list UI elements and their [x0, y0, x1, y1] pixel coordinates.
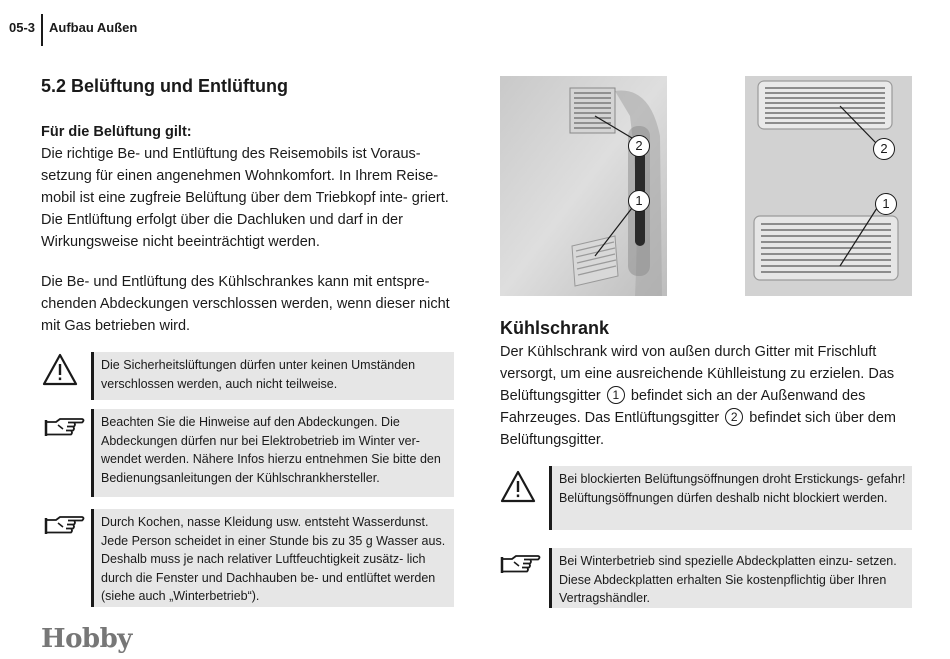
header-divider: [41, 14, 43, 46]
pointing-hand-icon: [44, 514, 86, 541]
section-title: 5.2 Belüftung und Entlüftung: [41, 76, 288, 96]
hobby-logo: Hobby: [41, 624, 132, 654]
reference-2: 2: [725, 408, 743, 426]
hint-note-water-vapour: Durch Kochen, nasse Kleidung usw. entsteht Wasserdunst. Jede Person scheidet in einer Stunde bis zu 35 g Wasser aus. Deshalb muss je nach relativer Luftfeuchtigkeit zusätz- lich durch die Fenster und Dachhauben be- und entlüftet werden (siehe auch „Winterbetrieb“).: [91, 509, 454, 607]
callout-2: 2: [628, 135, 650, 157]
hint-note-covers: Beachten Sie die Hinweise auf den Abdeckungen. Die Abdeckungen dürfen nur bei Elektrobetrieb im Winter ver- wendet werden. Nähere Infos hierzu entnehmen Sie bitte den Bedienungsanleitungen der Kühlschrankhersteller.: [91, 409, 454, 497]
ventilation-paragraph-2: Die Be- und Entlüftung des Kühlschrankes kann mit entspre- chenden Abdeckungen verschlossen werden, wenn dieser nicht mit Gas betrieben wird.: [41, 274, 450, 334]
pointing-hand-icon: [500, 553, 542, 580]
fridge-text-1: Der Kühlschrank wird von außen durch Gitter mit Frischluft versorgt, um eine ausreichende Kühlleistung zu erzielen. Das Belüftungsgitter: [500, 344, 895, 404]
warning-icon: [42, 353, 78, 392]
fridge-text-3: befindet sich über dem Belüftungsgitter.: [500, 410, 896, 448]
ventilation-paragraph-1: Die richtige Be- und Entlüftung des Reisemobils ist Voraus- setzung für einen angenehmen Wohnkomfort. In Ihrem Reise- mobil ist eine zugfreie Belüftung über dem Triebkopf inte- griert. Die Entlüftung erfolgt über die Dachluken und darf in der Wirkungsweise nicht beeinträchtigt werden.: [41, 146, 449, 250]
fridge-heading: Kühlschrank: [500, 318, 610, 338]
photo-fridge-grilles: [745, 76, 912, 296]
warning-note-suffocation: Bei blockierten Belüftungsöffnungen droht Erstickungs- gefahr! Belüftungsöffnungen dürfen deshalb nicht blockiert werden.: [549, 466, 912, 530]
fridge-paragraph: [500, 341, 920, 451]
hint-note-winter-covers: Bei Winterbetrieb sind spezielle Abdeckplatten einzu- setzen. Diese Abdeckplatten erhalten Sie kostenpflichtig über Ihren Vertragshändler.: [549, 548, 912, 608]
page-number: 05-3: [9, 20, 36, 35]
pointing-hand-icon: [44, 416, 86, 443]
warning-note-safety-vents: Die Sicherheitslüftungen dürfen unter keinen Umständen verschlossen werden, auch nicht teilweise.: [91, 352, 454, 400]
callout-1: 1: [875, 193, 897, 215]
reference-1: 1: [607, 386, 625, 404]
photo-side-wall-vents: [500, 76, 667, 296]
warning-icon: [500, 470, 536, 509]
fridge-text-2: befindet sich an der Außenwand des Fahrzeuges. Das Entlüftungsgitter: [500, 388, 866, 426]
ventilation-subheading: Für die Belüftung gilt:: [41, 124, 192, 140]
callout-2: 2: [873, 138, 895, 160]
callout-1: 1: [628, 190, 650, 212]
chapter-title: Aufbau Außen: [49, 20, 138, 35]
